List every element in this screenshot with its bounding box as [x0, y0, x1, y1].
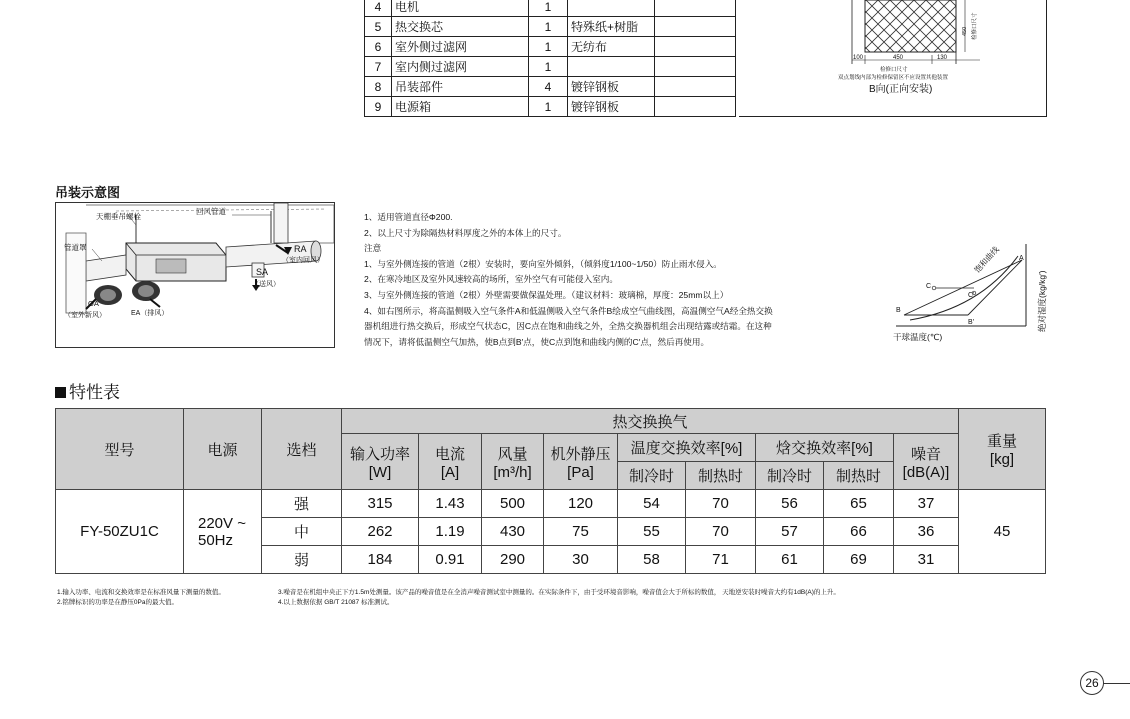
- parts-row: [365, 57, 736, 77]
- parts-cell-no: 7: [365, 57, 392, 77]
- drawing-caption-small: 双点划线内部为检修保留区不应设置其他装置: [838, 75, 949, 81]
- header-gear: 选档: [262, 409, 342, 490]
- spec-cell-th: 70: [686, 518, 756, 546]
- spec-cell-pa: 30: [544, 546, 618, 574]
- parts-cell-material: 镀锌钢板: [568, 77, 655, 97]
- dim-130: 130: [937, 55, 948, 61]
- spec-cell-tc: 58: [618, 546, 686, 574]
- note-line: 2、以上尺寸为除隔热材料厚度之外的本体上的尺寸。: [364, 227, 567, 238]
- parts-cell-note: [655, 37, 736, 57]
- parts-cell-name: 室外侧过滤网: [392, 37, 529, 57]
- header-enth-cool: 制冷时: [756, 462, 824, 490]
- airflow-unit: [m³/h]: [493, 463, 532, 481]
- parts-row: [365, 97, 736, 117]
- header-airflow: [482, 434, 544, 490]
- noise-label: 噪音: [910, 445, 941, 463]
- spec-cell-ec: 57: [756, 518, 824, 546]
- spec-title-text: 特性表: [69, 383, 120, 402]
- spec-table: [55, 408, 1046, 574]
- model-cell: FY-50ZU1C: [56, 490, 184, 574]
- header-weight: [959, 409, 1046, 490]
- footnote-4: 4.以上数据依据 GB/T 21087 标准测试。: [278, 599, 394, 606]
- label-ea: EA（排风）: [131, 310, 169, 317]
- spec-cell-eh: 65: [824, 490, 894, 518]
- note-line: 1、与室外侧连接的管道（2根）安装时，要向室外倾斜，（倾斜度1/100~1/50）防止雨水侵入。: [364, 258, 722, 269]
- parts-cell-material: 无纺布: [568, 37, 655, 57]
- spec-cell-ec: 61: [756, 546, 824, 574]
- spec-row: [56, 490, 1046, 518]
- note-line: 情况下，请将低温侧空气加热，使B点到B′点，使C点到饱和曲线内侧的C′点，然后再使用。: [364, 336, 710, 347]
- note-line: 4、如右图所示，将高温侧吸入空气条件A和低温侧吸入空气条件B绘成空气曲线图，高温侧空气A经全热交换: [364, 305, 773, 316]
- label-ra-sub: （室内回风）: [282, 257, 324, 264]
- note-line: 1、适用管道直径Φ200.: [364, 212, 453, 222]
- page-number-line: [1103, 683, 1130, 684]
- spec-cell-th: 70: [686, 490, 756, 518]
- gear-cell: 强: [262, 490, 342, 518]
- power-line-2: 50Hz: [198, 531, 234, 549]
- parts-cell-qty: 1: [529, 57, 568, 77]
- footnote-2: 2.铭牌标识的功率是在静压0Pa的最大值。: [57, 599, 178, 606]
- power-cell: [184, 490, 262, 574]
- header-model: 型号: [56, 409, 184, 490]
- note-heading: 注意: [364, 243, 382, 254]
- label-ra: RA: [294, 244, 307, 254]
- parts-cell-name: 电机: [392, 0, 529, 17]
- gear-cell: 弱: [262, 546, 342, 574]
- label-oa: OA: [88, 299, 99, 308]
- spec-cell-w: 184: [342, 546, 419, 574]
- dim-450-vertical: 450: [962, 26, 968, 36]
- parts-cell-note: [655, 17, 736, 37]
- weight-label: 重量: [986, 433, 1017, 450]
- square-bullet-icon: [55, 387, 66, 398]
- noise-unit: [dB(A)]: [902, 463, 950, 481]
- parts-row: [365, 17, 736, 37]
- dim-450: 450: [893, 55, 904, 61]
- parts-table: [364, 0, 736, 117]
- parts-cell-name: 热交换芯: [392, 17, 529, 37]
- parts-cell-qty: 1: [529, 0, 568, 17]
- parts-cell-name: 电源箱: [392, 97, 529, 117]
- page-number: 26: [1080, 671, 1104, 695]
- parts-cell-note: [655, 0, 736, 17]
- static-label: 机外静压: [550, 445, 611, 463]
- current-label: 电流: [434, 445, 465, 463]
- header-group: 热交换换气: [342, 409, 959, 434]
- label-ceiling-bolt: 天棚垂吊螺栓: [96, 212, 141, 221]
- parts-cell-material: 特殊纸+树脂: [568, 17, 655, 37]
- label-oa-sub: （室外新风）: [64, 312, 106, 319]
- spec-cell-db: 37: [894, 490, 959, 518]
- point-cp: C′: [968, 292, 975, 299]
- install-diagram: [55, 202, 335, 348]
- parts-cell-note: [655, 97, 736, 117]
- weight-unit: [kg]: [989, 451, 1015, 468]
- label-duct-cover: 管道罩: [64, 243, 87, 252]
- install-title: 吊装示意图: [55, 185, 121, 200]
- parts-row: [365, 0, 736, 17]
- spec-cell-w: 262: [342, 518, 419, 546]
- spec-cell-flow: 290: [482, 546, 544, 574]
- parts-cell-name: 室内侧过滤网: [392, 57, 529, 77]
- parts-cell-no: 9: [365, 97, 392, 117]
- parts-cell-material: [568, 57, 655, 77]
- install-illustration: [56, 203, 334, 347]
- point-a: A: [1019, 255, 1024, 262]
- spec-cell-a: 1.43: [419, 490, 482, 518]
- spec-cell-tc: 55: [618, 518, 686, 546]
- point-b: B: [896, 307, 901, 314]
- parts-cell-qty: 1: [529, 97, 568, 117]
- header-noise: [894, 434, 959, 490]
- spec-cell-eh: 69: [824, 546, 894, 574]
- current-unit: [A]: [440, 463, 460, 481]
- spec-cell-a: 1.19: [419, 518, 482, 546]
- parts-cell-no: 5: [365, 17, 392, 37]
- parts-cell-note: [655, 57, 736, 77]
- spec-cell-th: 71: [686, 546, 756, 574]
- note-line: 2、在寒冷地区及室外风速较高的场所，室外空气有可能侵入室内。: [364, 274, 618, 285]
- static-unit: [Pa]: [567, 463, 594, 481]
- spec-cell-flow: 500: [482, 490, 544, 518]
- label-sa: SA: [256, 267, 269, 277]
- footnote-1: 1.输入功率、电流和交换效率是在标准风量下测量的数值。: [57, 589, 225, 596]
- header-power: 电源: [184, 409, 262, 490]
- footnote-3: 3.噪音是在机组中央正下方1.5m处测量。该产品的噪音值是在全消声噪音测试室中测量的。在实际条件下，由于受环境音影响，噪音值会大于所标的数值， 天地逆安装时噪音大约有1dB(A)的上升。: [278, 589, 840, 596]
- parts-row: [365, 37, 736, 57]
- spec-cell-db: 36: [894, 518, 959, 546]
- dim-side-label: 检修口尺寸: [972, 12, 978, 40]
- note-line: 器机组进行热交换后，形成空气状态C，因C点在饱和曲线之外，全热交换器机组会出现结露或结霜。在这种: [364, 321, 772, 332]
- spec-cell-pa: 120: [544, 490, 618, 518]
- header-input-power: [342, 434, 419, 490]
- header-current: [419, 434, 482, 490]
- psychro-xlabel: 干球温度(℃): [893, 332, 943, 342]
- input-power-label: 输入功率: [349, 445, 410, 463]
- spec-cell-db: 31: [894, 546, 959, 574]
- spec-title: [55, 378, 120, 403]
- spec-cell-pa: 75: [544, 518, 618, 546]
- spec-cell-eh: 66: [824, 518, 894, 546]
- inspection-area: [865, 0, 956, 52]
- header-enth-eff: 焓交换效率[%]: [756, 434, 894, 462]
- gear-cell: 中: [262, 518, 342, 546]
- parts-cell-material: 镀锌钢板: [568, 97, 655, 117]
- psychro-chart: [890, 238, 1040, 333]
- point-c: C: [926, 283, 932, 290]
- parts-cell-no: 4: [365, 0, 392, 17]
- psychro-ylabel: 绝对湿度(kg/kg′): [1037, 270, 1047, 332]
- parts-cell-material: [568, 0, 655, 17]
- spec-cell-w: 315: [342, 490, 419, 518]
- point-bp: B′: [968, 319, 974, 326]
- parts-cell-no: 6: [365, 37, 392, 57]
- parts-cell-qty: 1: [529, 37, 568, 57]
- inspection-label: 检修口尺寸: [880, 67, 908, 73]
- weight-cell: 45: [959, 490, 1046, 574]
- spec-cell-tc: 54: [618, 490, 686, 518]
- note-line: 3、与室外侧连接的管道（2根）外壁需要做保温处理。（建议材料：玻璃棉，厚度：25mm以上）: [364, 289, 729, 300]
- power-line-1: 220V ~: [198, 514, 246, 532]
- parts-cell-qty: 4: [529, 77, 568, 97]
- label-sa-sub: （送风）: [252, 281, 280, 288]
- parts-cell-qty: 1: [529, 17, 568, 37]
- spec-cell-flow: 430: [482, 518, 544, 546]
- parts-cell-no: 8: [365, 77, 392, 97]
- header-temp-cool: 制冷时: [618, 462, 686, 490]
- spec-cell-ec: 56: [756, 490, 824, 518]
- input-power-unit: [W]: [368, 463, 392, 481]
- header-enth-heat: 制热时: [824, 462, 894, 490]
- parts-row: [365, 77, 736, 97]
- curve-label: 饱和曲线: [972, 244, 1001, 275]
- header-temp-heat: 制热时: [686, 462, 756, 490]
- parts-cell-name: 吊装部件: [392, 77, 529, 97]
- label-return-duct: 回风管道: [196, 207, 226, 216]
- drawing-caption: B向(正向安装): [869, 84, 933, 95]
- install-notes: [364, 210, 844, 350]
- header-temp-eff: 温度交换效率[%]: [618, 434, 756, 462]
- airflow-label: 风量: [497, 445, 528, 463]
- header-static: [544, 434, 618, 490]
- parts-cell-note: [655, 77, 736, 97]
- spec-cell-a: 0.91: [419, 546, 482, 574]
- dim-100: 100: [853, 55, 864, 61]
